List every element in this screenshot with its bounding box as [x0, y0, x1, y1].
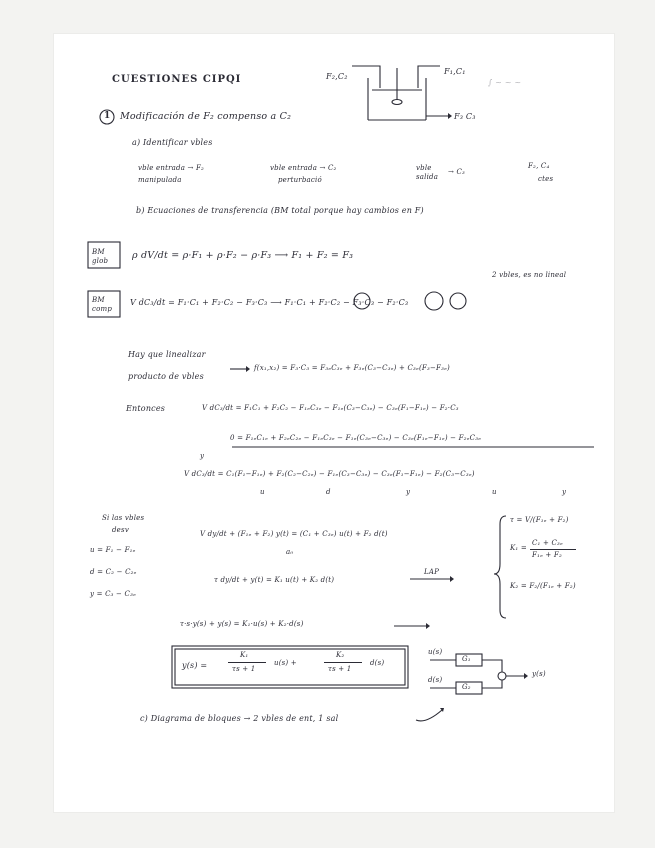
- y-tag: y: [200, 452, 205, 460]
- underbrace-label-y2: y: [562, 488, 567, 496]
- k1-numerator: C₁ + C₃ₑ: [532, 539, 563, 547]
- laplace-equation: τ·s·y(s) + y(s) = K₁·u(s) + K₂·d(s): [180, 620, 304, 628]
- deviation-intro-line2: desv: [112, 526, 129, 534]
- deviation-intro-line1: Si las vbles: [102, 514, 145, 522]
- tf-k2: K₂: [336, 651, 345, 659]
- section-title: Modificación de F₂ compenso a C₂: [120, 111, 292, 122]
- bm-global-tag: BM glob: [92, 248, 109, 265]
- var-output-label: vble: [416, 164, 432, 172]
- tank-inlet-right-label: F₁,C₁: [444, 67, 466, 76]
- subsection-a-label: a) Identificar vbles: [132, 138, 213, 147]
- bm-global-equation: ρ dV/dt = ρ·F₁ + ρ·F₂ − ρ·F₃ ⟶ F₁ + F₂ = F₃: [132, 250, 354, 261]
- var-input-manipulated-note: manipulada: [138, 176, 182, 184]
- var-output-value: → C₃: [448, 168, 466, 176]
- bm-component-equation: V dC₃/dt = F₁·C₁ + F₂·C₂ − F₃·C₃ ⟶ F₁·C₁ + F₂·C₂ − F₃·C₃ − F₂·C₃: [130, 298, 409, 307]
- linearize-intro-line2: producto de vbles: [128, 372, 204, 381]
- k2-definition: K₂ = F₂/(F₁ₑ + F₂): [510, 582, 576, 590]
- section-number: 1: [104, 111, 111, 121]
- tank-diagram: [54, 34, 614, 812]
- nonlinear-note: 2 vbles, es no lineal: [492, 271, 567, 279]
- deviation-balance-equation: V dC₃/dt = C₁(F₁−F₁ₑ) + F₂(C₂−C₂ₑ) − F₁ₑ(C₃−C₃ₑ) − C₃ₑ(F₁−F₁ₑ) − F₂(C₃−C₃ₑ): [184, 470, 475, 478]
- block-g1-label: G₁: [462, 655, 471, 663]
- tank-inlet-left-label: F₂,C₂: [326, 72, 348, 81]
- bleed-through-text: ∫ ~ ~ ~: [488, 78, 522, 87]
- tank-outlet-label: F₃ C₃: [454, 112, 476, 121]
- subsection-b-label: b) Ecuaciones de transferencia (BM total porque hay cambios en F): [136, 206, 424, 215]
- k1-denominator: F₁ₑ + F₂: [532, 551, 562, 559]
- tf-u-term: u(s) +: [274, 659, 297, 667]
- block-output-y: y(s): [532, 670, 546, 678]
- tf-k1: K₁: [240, 651, 249, 659]
- tf-fraction-bar-2: [324, 662, 362, 663]
- linearize-intro-line1: Hay que linealizar: [128, 350, 206, 359]
- k1-fraction-bar: [530, 549, 576, 550]
- linearize-equation-1: V dC₃/dt = F₁C₁ + F₂C₂ − F₁ₑC₃ₑ − F₁ₑ(C₃−C₃ₑ) − C₃ₑ(F₁−F₁ₑ) − F₂·C₃: [202, 404, 459, 412]
- tf-d-term: d(s): [370, 659, 385, 667]
- notebook-page: [54, 34, 614, 812]
- steady-state-equation: 0 = F₁ₑC₁ₑ + F₂ₑC₂ₑ − F₁ₑC₃ₑ − F₁ₑ(C₃ₑ−C₃ₑ) − C₃ₑ(F₁ₑ−F₁ₑ) − F₂ₑC₃ₑ: [230, 434, 482, 442]
- ode-underbrace-label: a₀: [286, 548, 294, 556]
- linearize-f-expression: f(x₁,x₂) = F₃·C₃ = F₃ₑC₃ₑ + F₃ₑ(C₃−C₃ₑ) + C₃ₑ(F₃−F₃ₑ): [254, 364, 450, 372]
- laplace-arrow-label: LAP: [424, 568, 440, 576]
- var-input-disturbance-note: perturbació: [278, 176, 322, 184]
- underbrace-label-y1: y: [406, 488, 411, 496]
- y-definition: y = C₃ − C₃ₑ: [90, 590, 137, 598]
- var-constants-note: ctes: [538, 175, 554, 183]
- var-constants: F₂, C₄: [528, 162, 550, 170]
- underbrace-label-u2: u: [492, 488, 497, 496]
- block-g2-label: G₂: [462, 683, 471, 691]
- tf-denominator-2: τs + 1: [328, 665, 352, 673]
- d-definition: d = C₂ − C₂ₑ: [90, 568, 137, 576]
- k1-lhs: K₁ =: [510, 544, 527, 552]
- subsection-c-label: c) Diagrama de bloques → 2 vbles de ent, 1 sal: [140, 714, 339, 723]
- bm-component-tag: BM comp: [92, 296, 113, 313]
- var-input-manipulated: vble entrada → F₂: [138, 164, 205, 172]
- block-input-u: u(s): [428, 648, 443, 656]
- underbrace-label-u1: u: [260, 488, 265, 496]
- linearize-lead: Entonces: [126, 404, 166, 413]
- tf-denominator-1: τs + 1: [232, 665, 256, 673]
- page-title: CUESTIONES CIPQI: [112, 74, 242, 85]
- standard-form-ode: τ dy/dt + y(t) = K₁ u(t) + K₂ d(t): [214, 576, 335, 584]
- tf-lhs: y(s) =: [182, 661, 208, 670]
- tau-definition: τ = V/(F₁ₑ + F₂): [510, 516, 569, 524]
- u-definition: u = F₁ − F₁ₑ: [90, 546, 136, 554]
- tf-fraction-bar-1: [228, 662, 266, 663]
- underbrace-label-d: d: [326, 488, 331, 496]
- block-input-d: d(s): [428, 676, 443, 684]
- deviation-ode: V dy/dt + (F₁ₑ + F₂) y(t) = (C₁ + C₃ₑ) u(t) + F₂ d(t): [200, 530, 388, 538]
- var-input-disturbance: vble entrada → C₂: [270, 164, 337, 172]
- var-output-note: salida: [416, 173, 439, 181]
